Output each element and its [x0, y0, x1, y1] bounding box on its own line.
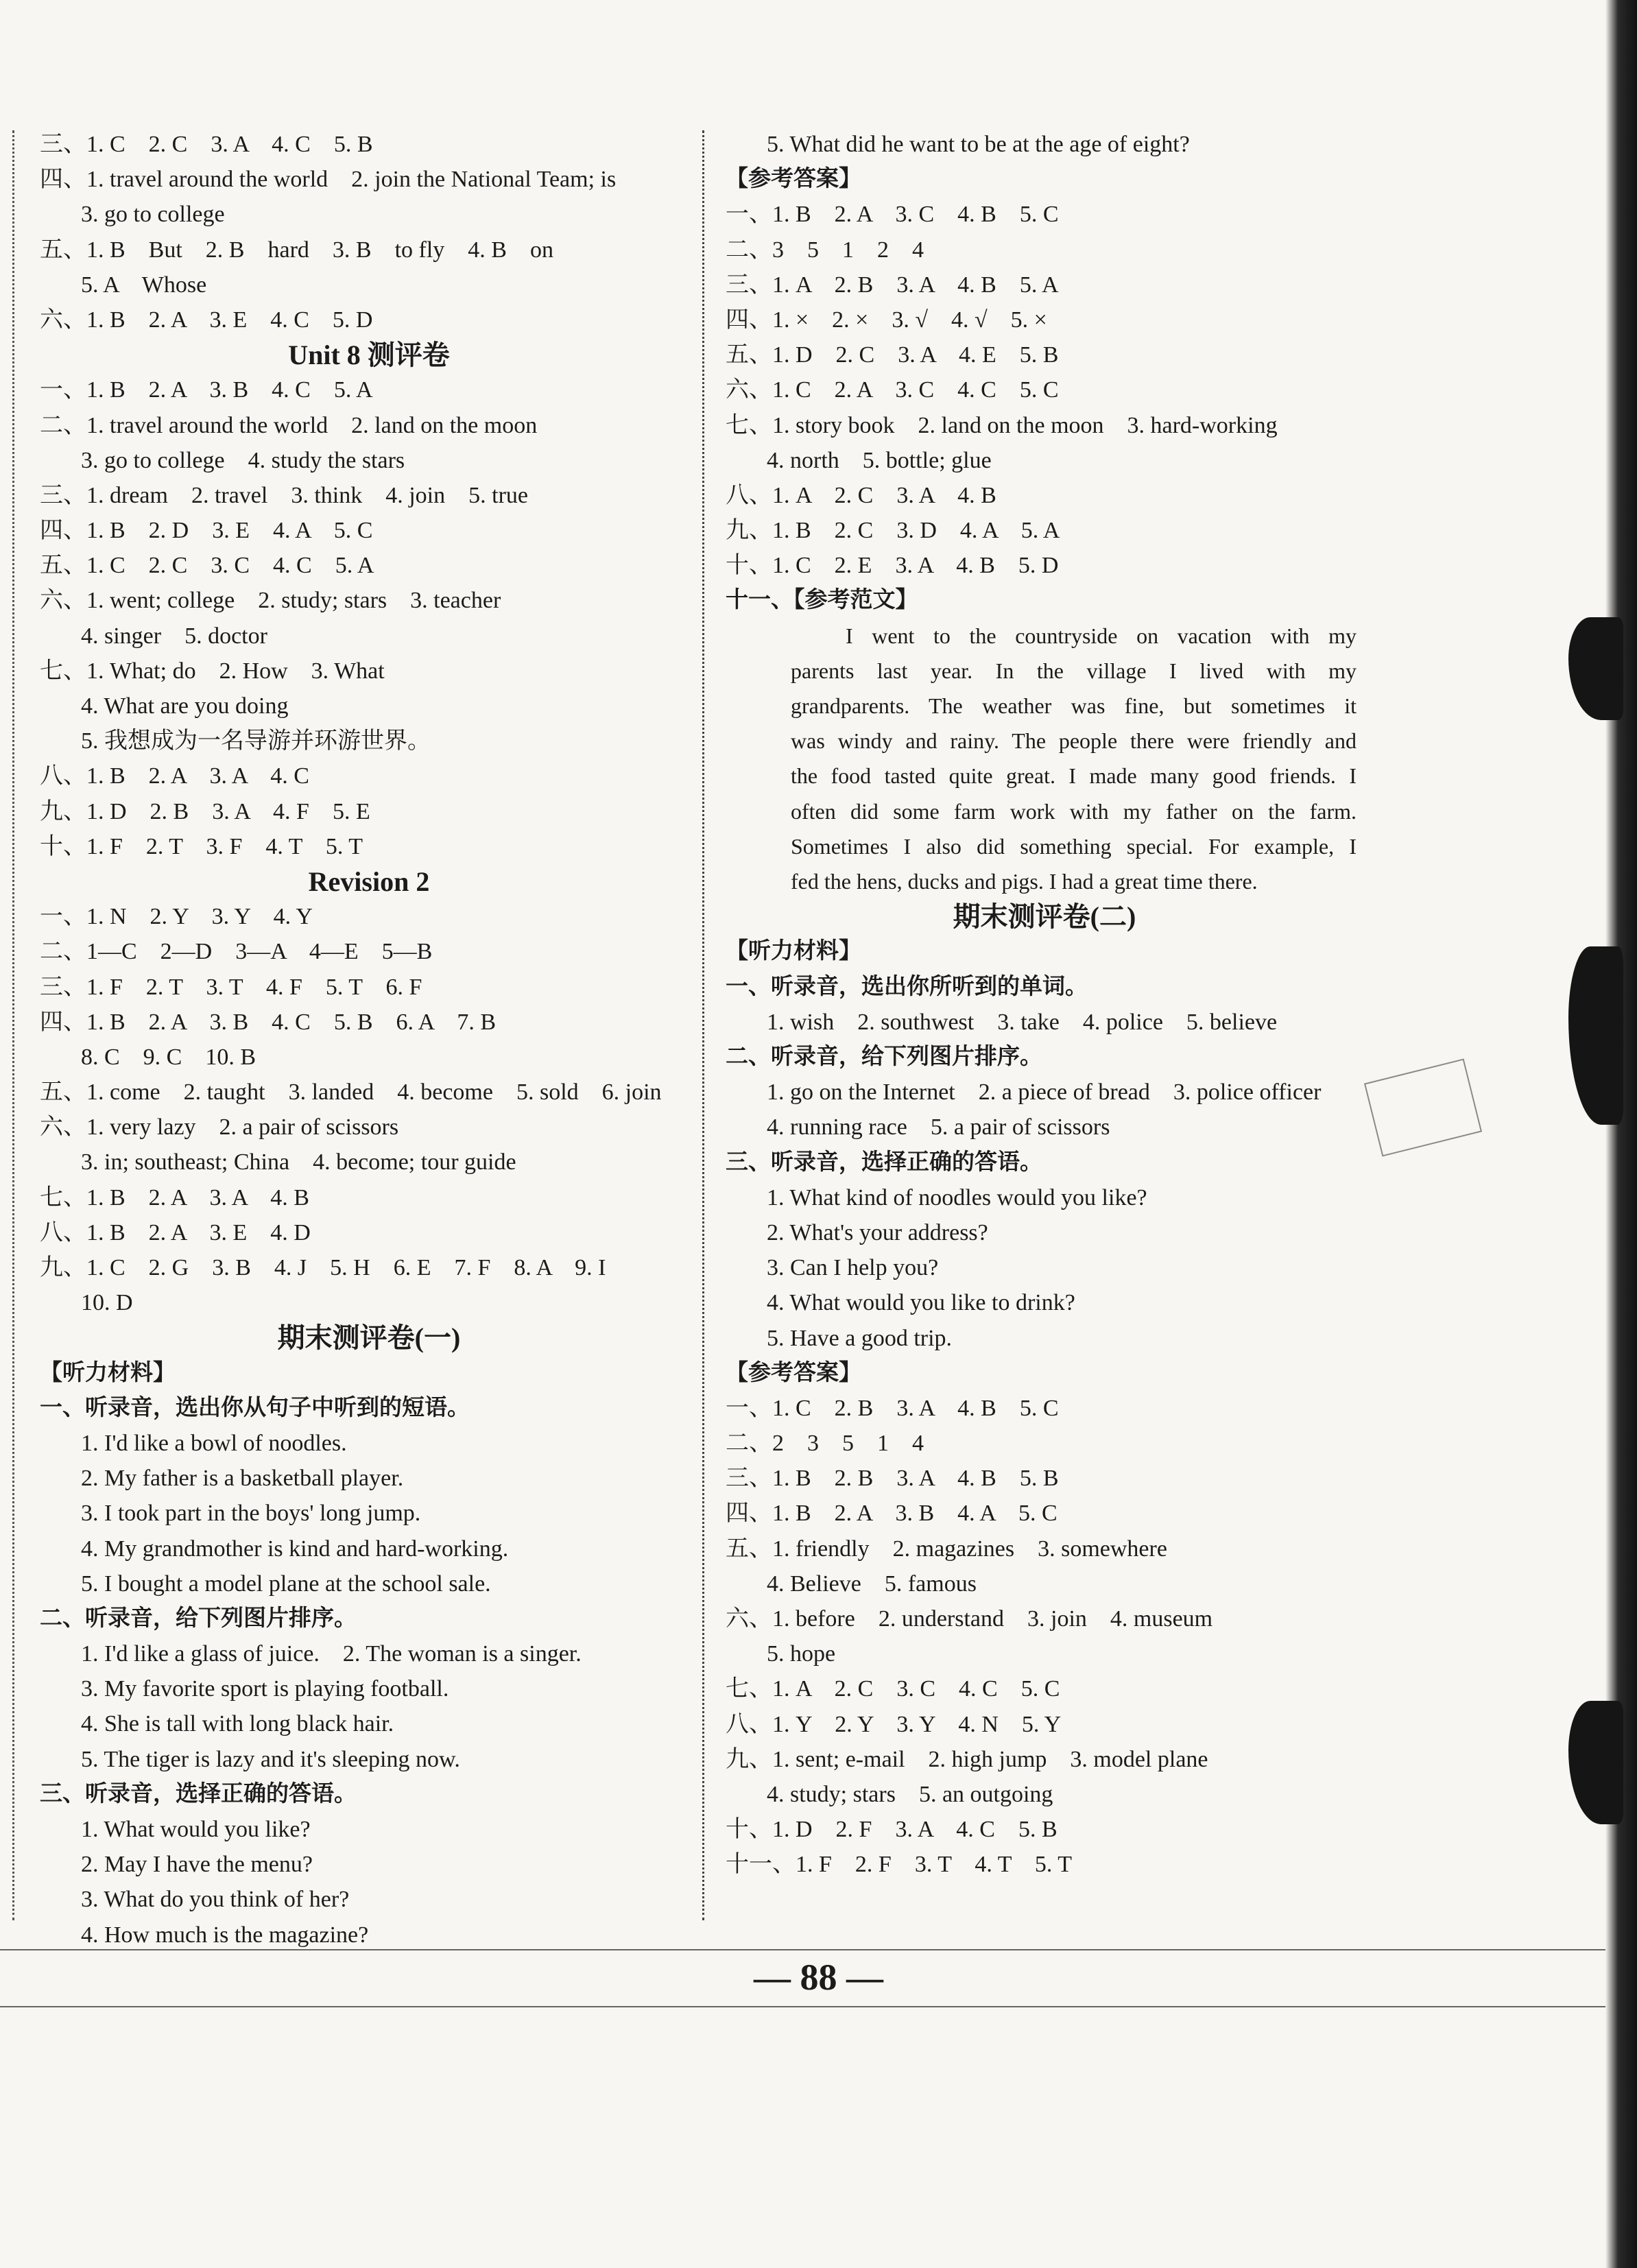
answer-line: 五、1. C 2. C 3. C 4. C 5. A [40, 553, 374, 579]
answer-line: 五、1. D 2. C 3. A 4. E 5. B [726, 342, 1059, 368]
answer-line: 十、1. F 2. T 3. F 4. T 5. T [40, 833, 363, 859]
answer-line: 八、1. B 2. A 3. E 4. D [40, 1219, 311, 1245]
answer-line: 六、1. before 2. understand 3. join 4. museum [726, 1606, 1213, 1632]
answer-line: 8. C 9. C 10. B [81, 1044, 256, 1070]
answer-line: 2. My father is a basketball player. [81, 1466, 404, 1492]
answer-line: 3. in; southeast; China 4. become; tour guide [81, 1149, 516, 1175]
scan-blot [1568, 617, 1623, 720]
answer-line: 2. May I have the menu? [81, 1852, 313, 1878]
answer-line: 1. I'd like a bowl of noodles. [81, 1430, 347, 1456]
essay-line: often did some farm work with my father on the farm. [791, 798, 1357, 824]
answer-line: 四、1. B 2. A 3. B 4. A 5. C [726, 1501, 1058, 1527]
subsection-label: 三、听录音，选择正确的答语。 [40, 1781, 357, 1806]
answer-line: 4. What would you like to drink? [767, 1290, 1075, 1316]
answer-line: 4. What are you doing [81, 693, 289, 719]
answer-line: 10. D [81, 1290, 133, 1316]
answer-line: 5. I bought a model plane at the school sale. [81, 1571, 491, 1597]
scan-blot [1568, 1701, 1623, 1824]
answer-line: 四、1. travel around the world 2. join the National Team; is [40, 167, 617, 193]
answer-line: 四、1. B 2. D 3. E 4. A 5. C [40, 518, 373, 544]
answer-line: 五、1. friendly 2. magazines 3. somewhere [726, 1536, 1167, 1562]
answer-line: 六、1. C 2. A 3. C 4. C 5. C [726, 377, 1059, 403]
answer-line: 三、1. dream 2. travel 3. think 4. join 5. true [40, 482, 528, 508]
answer-line: 七、1. B 2. A 3. A 4. B [40, 1184, 309, 1210]
answer-line: 5. hope [767, 1641, 836, 1667]
section-heading: 期末测评卷(一) [277, 1322, 461, 1354]
answer-line: 4. How much is the magazine? [81, 1922, 369, 1948]
answer-line: 5. Have a good trip. [767, 1325, 953, 1351]
answer-line: 十一、1. F 2. F 3. T 4. T 5. T [726, 1852, 1073, 1878]
answer-line: 4. running race 5. a pair of scissors [767, 1114, 1110, 1141]
answer-line: 一、1. C 2. B 3. A 4. B 5. C [726, 1395, 1059, 1421]
subsection-label: 二、听录音，给下列图片排序。 [40, 1605, 357, 1631]
answer-line: 八、1. A 2. C 3. A 4. B [726, 482, 996, 508]
answer-line: 二、3 5 1 2 4 [726, 237, 924, 263]
subsection-label: 十一、【参考范文】 [726, 588, 918, 613]
answer-line: 3. go to college [81, 202, 225, 228]
footer-rule-bottom [0, 2006, 1637, 2007]
essay-line: I went to the countryside on vacation with my [846, 623, 1357, 648]
answer-line: 七、1. story book 2. land on the moon 3. hard-working [726, 412, 1278, 438]
answer-line: 一、1. N 2. Y 3. Y 4. Y [40, 904, 313, 930]
section-heading: Revision 2 [308, 866, 430, 897]
answer-line: 1. I'd like a glass of juice. 2. The woman is a singer. [81, 1641, 582, 1667]
answer-line: 4. She is tall with long black hair. [81, 1711, 394, 1737]
answer-line: 3. Can I help you? [767, 1255, 939, 1281]
essay-line: fed the hens, ducks and pigs. I had a great time there. [791, 869, 1258, 894]
left-column [40, 127, 698, 1953]
answer-line: 二、1—C 2—D 3—A 4—E 5—B [40, 939, 433, 965]
answer-line: 三、1. A 2. B 3. A 4. B 5. A [726, 272, 1059, 298]
subsection-label: 【参考答案】 [726, 167, 861, 192]
answer-line: 九、1. C 2. G 3. B 4. J 5. H 6. E 7. F 8. A 9. I [40, 1255, 606, 1280]
answer-line: 九、1. D 2. B 3. A 4. F 5. E [40, 798, 370, 824]
scan-blot [1568, 946, 1623, 1125]
answer-line: 一、1. B 2. A 3. B 4. C 5. A [40, 377, 373, 403]
answer-line: 4. Believe 5. famous [767, 1571, 977, 1597]
essay-line: grandparents. The weather was fine, but sometimes it [791, 693, 1357, 719]
answer-line: 二、1. travel around the world 2. land on the moon [40, 412, 538, 438]
answer-line: 十、1. C 2. E 3. A 4. B 5. D [726, 553, 1059, 579]
answer-line: 3. What do you think of her? [81, 1887, 350, 1913]
section-heading: 期末测评卷(二) [953, 901, 1136, 933]
answer-line: 四、1. B 2. A 3. B 4. C 5. B 6. A 7. B [40, 1009, 496, 1035]
page-number: — 88 — [754, 1957, 883, 1998]
answer-line: 三、1. C 2. C 3. A 4. C 5. B [40, 132, 373, 157]
answer-line: 二、2 3 5 1 4 [726, 1431, 924, 1457]
answer-line: 三、1. B 2. B 3. A 4. B 5. B [726, 1466, 1059, 1492]
answer-line: 3. I took part in the boys' long jump. [81, 1501, 421, 1527]
subsection-label: 一、听录音，选出你从句子中听到的短语。 [40, 1395, 470, 1420]
answer-line: 5. 我想成为一名导游并环游世界。 [81, 728, 431, 754]
answer-line: 五、1. come 2. taught 3. landed 4. become 5. sold 6. join [40, 1079, 662, 1106]
answer-line: 十、1. D 2. F 3. A 4. C 5. B [726, 1817, 1058, 1843]
essay-line: was windy and rainy. The people there were friendly and [791, 728, 1357, 754]
answer-line: 三、1. F 2. T 3. T 4. F 5. T 6. F [40, 974, 422, 1000]
subsection-label: 【听力材料】 [40, 1360, 176, 1385]
answer-line: 1. wish 2. southwest 3. take 4. police 5. believe [767, 1009, 1278, 1035]
answer-line: 六、1. very lazy 2. a pair of scissors [40, 1114, 399, 1141]
answer-line: 5. A Whose [81, 272, 207, 298]
subsection-label: 一、听录音，选出你所听到的单词。 [726, 974, 1088, 999]
subsection-label: 【参考答案】 [726, 1360, 861, 1385]
answer-line: 4. My grandmother is kind and hard-working. [81, 1536, 509, 1562]
answer-line: 六、1. went; college 2. study; stars 3. teacher [40, 588, 501, 614]
answer-line: 九、1. B 2. C 3. D 4. A 5. A [726, 518, 1060, 544]
essay-line: Sometimes I also did something special. For example, I [791, 833, 1357, 859]
section-heading: Unit 8 测评卷 [288, 339, 450, 371]
answer-line: 八、1. B 2. A 3. A 4. C [40, 763, 309, 789]
answer-line: 3. go to college 4. study the stars [81, 447, 405, 473]
right-column [726, 127, 1363, 1883]
answer-line: 七、1. A 2. C 3. C 4. C 5. C [726, 1676, 1060, 1702]
answer-line: 4. singer 5. doctor [81, 623, 267, 649]
answer-line: 八、1. Y 2. Y 3. Y 4. N 5. Y [726, 1711, 1062, 1737]
subsection-label: 三、听录音，选择正确的答语。 [726, 1149, 1042, 1175]
column-divider [702, 130, 704, 1920]
answer-line: 3. My favorite sport is playing football. [81, 1676, 449, 1702]
essay-line: the food tasted quite great. I made many good friends. I [791, 763, 1357, 789]
answer-line: 九、1. sent; e-mail 2. high jump 3. model plane [726, 1746, 1208, 1772]
scan-edge-shadow [1605, 0, 1637, 2268]
answer-line: 5. The tiger is lazy and it's sleeping now. [81, 1746, 460, 1772]
answer-line: 4. north 5. bottle; glue [767, 447, 992, 473]
stamp-mark [1364, 1058, 1482, 1156]
answer-line: 2. What's your address? [767, 1219, 988, 1245]
answer-line: 1. What kind of noodles would you like? [767, 1184, 1147, 1210]
subsection-label: 二、听录音，给下列图片排序。 [726, 1045, 1042, 1069]
answer-line: 5. What did he want to be at the age of eight? [767, 132, 1190, 157]
essay-line: parents last year. In the village I lived with my [791, 658, 1357, 683]
answer-line: 一、1. B 2. A 3. C 4. B 5. C [726, 202, 1059, 228]
answer-line: 4. study; stars 5. an outgoing [767, 1781, 1053, 1807]
answer-line: 五、1. B But 2. B hard 3. B to fly 4. B on [40, 237, 553, 263]
answer-line: 六、1. B 2. A 3. E 4. C 5. D [40, 307, 373, 333]
left-margin-rule [12, 130, 14, 1920]
answer-line: 1. go on the Internet 2. a piece of bread 3. police officer [767, 1079, 1322, 1106]
subsection-label: 【听力材料】 [726, 939, 861, 964]
answer-line: 四、1. × 2. × 3. √ 4. √ 5. × [726, 307, 1047, 333]
answer-line: 七、1. What; do 2. How 3. What [40, 658, 385, 684]
footer-rule-top [0, 1949, 1637, 1950]
answer-line: 1. What would you like? [81, 1817, 311, 1842]
